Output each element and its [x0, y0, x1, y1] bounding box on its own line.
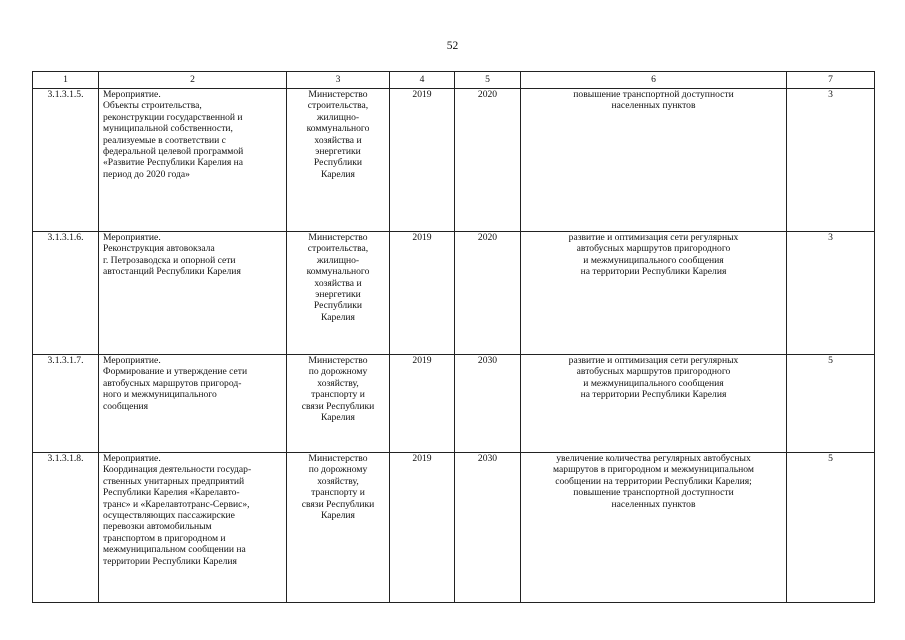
column-header-start-year: 4: [390, 72, 455, 89]
result-line: населенных пунктов: [611, 498, 696, 510]
table-row: [33, 453, 875, 603]
row-number-cell: 3.1.3.1.6.: [33, 232, 99, 355]
description-line: Мероприятие.: [103, 232, 161, 243]
description-line: период до 2020 года»: [103, 168, 190, 180]
row-number-cell: 3.1.3.1.8.: [33, 453, 99, 603]
executor-line: по дорожному: [308, 366, 368, 378]
executor-line: Республики: [313, 157, 363, 169]
indicator-cell: 3: [787, 232, 875, 355]
indicator-cell: 3: [787, 89, 875, 232]
executor-line: Карелия: [321, 510, 355, 522]
executor-line: хозяйству,: [317, 475, 359, 487]
executor-cell: [287, 89, 390, 232]
description-line: федеральной целевой программой: [103, 146, 244, 158]
row-number-cell: 3.1.3.1.5.: [33, 89, 99, 232]
end-year-cell: 2030: [455, 453, 521, 603]
executor-line: Министерство: [308, 355, 368, 366]
result-line: на территории Республики Карелия: [580, 389, 727, 401]
description-cell: [99, 89, 287, 232]
result-cell: [521, 453, 787, 603]
description-line: «Развитие Республики Карелия на: [103, 157, 244, 169]
column-header-result: 6: [521, 72, 787, 89]
executor-line: связи Республики: [301, 400, 375, 412]
description-line: Мероприятие.: [103, 355, 161, 366]
table-row: [33, 355, 875, 453]
description-line: транспортом в пригородном и: [103, 532, 226, 544]
executor-line: Министерство: [308, 453, 368, 464]
executor-cell: [287, 355, 390, 453]
description-line: ственных унитарных предприятий: [103, 475, 245, 487]
start-year-cell: 2019: [390, 232, 455, 355]
executor-line: по дорожному: [308, 464, 368, 476]
column-header-end-year: 5: [455, 72, 521, 89]
result-line: развитие и оптимизация сети регулярных: [568, 232, 739, 243]
executor-line: связи Республики: [301, 498, 375, 510]
executor-line: жилищно-: [316, 254, 360, 266]
executor-line: энергетики: [315, 146, 361, 158]
result-line: сообщении на территории Республики Карелия;: [555, 475, 752, 487]
description-line: Координация деятельности государ-: [103, 464, 252, 476]
executor-line: Министерство: [308, 89, 368, 100]
description-line: Реконструкция автовокзала: [103, 243, 215, 255]
result-line: автобусных маршрутов пригородного: [576, 243, 731, 255]
description-line: Мероприятие.: [103, 453, 161, 464]
executor-line: Карелия: [321, 311, 355, 323]
result-cell: [521, 232, 787, 355]
description-line: автостанций Республики Карелия: [103, 266, 241, 278]
description-line: осуществляющих пассажирские: [103, 510, 235, 522]
result-line: увеличение количества регулярных автобусных: [556, 453, 751, 464]
result-line: развитие и оптимизация сети регулярных: [568, 355, 739, 366]
activities-table: [32, 71, 875, 603]
end-year-cell: 2020: [455, 89, 521, 232]
executor-cell: [287, 232, 390, 355]
column-header-number: 1: [33, 72, 99, 89]
result-cell: [521, 355, 787, 453]
executor-line: Карелия: [321, 412, 355, 424]
description-line: г. Петрозаводска и опорной сети: [103, 254, 236, 266]
description-line: ного и межмуниципального: [103, 389, 217, 401]
start-year-cell: 2019: [390, 453, 455, 603]
description-line: Мероприятие.: [103, 89, 161, 100]
executor-line: транспорту и: [311, 487, 365, 499]
executor-line: строительства,: [307, 243, 369, 255]
description-line: транс» и «Карелавтотранс-Сервис»,: [103, 498, 250, 510]
executor-line: хозяйству,: [317, 377, 359, 389]
executor-line: коммунального: [306, 123, 370, 135]
executor-line: хозяйства и: [314, 134, 362, 146]
executor-line: энергетики: [315, 289, 361, 301]
executor-line: Министерство: [308, 232, 368, 243]
description-line: автобусных маршрутов пригород-: [103, 377, 242, 389]
result-line: маршрутов в пригородном и межмуниципальном: [553, 464, 754, 476]
column-header-description: 2: [99, 72, 287, 89]
column-header-indicator: 7: [787, 72, 875, 89]
description-line: территории Республики Карелия: [103, 555, 237, 567]
start-year-cell: 2019: [390, 355, 455, 453]
executor-line: Республики: [313, 300, 363, 312]
result-cell: [521, 89, 787, 232]
table-row: [33, 232, 875, 355]
description-line: сообщения: [103, 400, 149, 412]
start-year-cell: 2019: [390, 89, 455, 232]
result-line: населенных пунктов: [611, 100, 696, 112]
result-line: повышение транспортной доступности: [573, 487, 734, 499]
result-line: и межмуниципального сообщения: [583, 254, 724, 266]
description-line: муниципальной собственности,: [103, 123, 233, 135]
end-year-cell: 2030: [455, 355, 521, 453]
description-cell: [99, 355, 287, 453]
result-line: и межмуниципального сообщения: [583, 377, 724, 389]
description-cell: [99, 453, 287, 603]
executor-line: транспорту и: [311, 389, 365, 401]
page-number: 52: [446, 40, 459, 52]
executor-line: Карелия: [321, 168, 355, 180]
row-number-cell: 3.1.3.1.7.: [33, 355, 99, 453]
description-line: Республики Карелия «Карелавто-: [103, 487, 240, 499]
description-cell: [99, 232, 287, 355]
description-line: реализуемые в соответствии с: [103, 134, 226, 146]
indicator-cell: 5: [787, 453, 875, 603]
end-year-cell: 2020: [455, 232, 521, 355]
description-line: Формирование и утверждение сети: [103, 366, 248, 378]
executor-line: жилищно-: [316, 111, 360, 123]
result-line: повышение транспортной доступности: [573, 89, 734, 100]
table-row: [33, 89, 875, 232]
executor-line: строительства,: [307, 100, 369, 112]
result-line: автобусных маршрутов пригородного: [576, 366, 731, 378]
executor-line: коммунального: [306, 266, 370, 278]
column-header-executor: 3: [287, 72, 390, 89]
executor-line: хозяйства и: [314, 277, 362, 289]
executor-cell: [287, 453, 390, 603]
description-line: перевозки автомобильным: [103, 521, 212, 533]
description-line: реконструкции государственной и: [103, 111, 243, 123]
result-line: на территории Республики Карелия: [580, 266, 727, 278]
description-line: Объекты строительства,: [103, 100, 202, 112]
indicator-cell: 5: [787, 355, 875, 453]
header-row: [33, 72, 875, 89]
description-line: межмуниципальном сообщении на: [103, 544, 246, 556]
